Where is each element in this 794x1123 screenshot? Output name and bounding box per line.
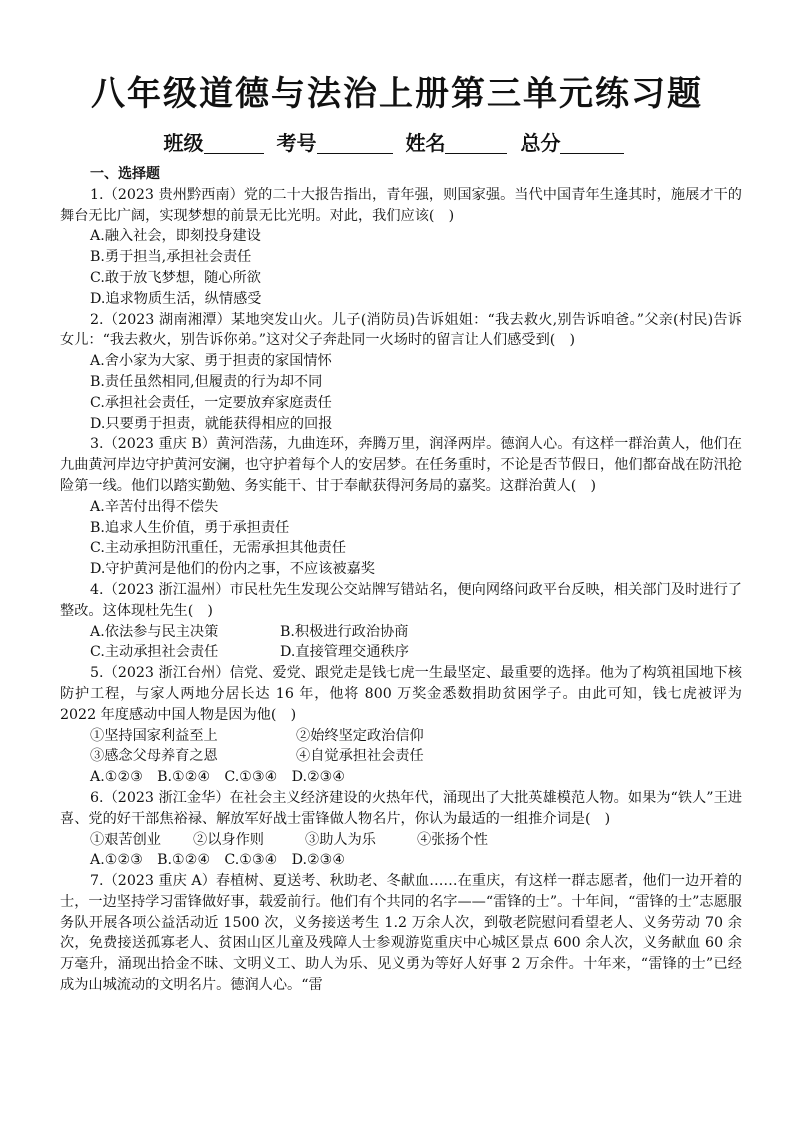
question-stem: 2.（2023 湖南湘潭）某地突发山火。儿子(消防员)告诉姐姐：“我去救火,别告诉咱爸。”父亲(村民)告诉女儿：“我去救火，别告诉你弟。”这对父子奔赴同一火场时的留言让人们感受到( )	[60, 311, 742, 349]
statement-3: ③感念父母养育之恩	[90, 748, 218, 765]
statement-row	[60, 746, 742, 767]
option-a: A.辛苦付出得不偿失	[90, 498, 219, 515]
option-b: B.追求人生价值，勇于承担责任	[90, 519, 290, 536]
name-field	[405, 128, 507, 158]
question-stem: 4.（2023 浙江温州）市民杜先生发现公交站牌写错站名，便向网络问政平台反映，相关部门及时进行了整改。这体现杜先生( )	[60, 581, 742, 619]
question-stem: 6.（2023 浙江金华）在社会主义经济建设的火热年代，涌现出了大批英雄模范人物。如果为“铁人”王进喜、党的好干部焦裕禄、解放军好战士雷锋做人物名片，你认为最适的一组推介词是( )	[60, 789, 742, 827]
number-label: 考号	[276, 131, 317, 155]
statement-1: ①坚持国家利益至上	[90, 727, 218, 744]
statement-1: ①艰苦创业	[90, 831, 161, 848]
option-d: D.追求物质生活，纵情感受	[90, 290, 262, 307]
statement-2: ②以身作则	[193, 831, 264, 848]
question-stem: 5.（2023 浙江台州）信党、爱党、跟党走是钱七虎一生最坚定、最重要的选择。他为了构筑祖国地下核防护工程，与家人两地分居长达 16 年，他将 800 万奖金悉数捐助贫困学子。由此可知，钱七虎被评为 2022 年度感动中国人物是因为他( )	[60, 665, 742, 723]
score-field	[520, 128, 624, 158]
option-d: D.直接管理交通秩序	[280, 644, 409, 661]
option-c: C.敢于放飞梦想，随心所欲	[90, 269, 261, 286]
option-c: C.主动承担社会责任	[90, 644, 219, 661]
option-row	[60, 642, 742, 663]
student-info-line	[0, 128, 794, 158]
question-content	[60, 164, 742, 996]
number-blank	[317, 131, 393, 154]
option-b: B.积极进行政治协商	[280, 623, 409, 640]
statement-4: ④自觉承担社会责任	[296, 748, 424, 765]
statement-row	[60, 830, 742, 851]
name-blank	[445, 131, 507, 154]
statement-4: ④张扬个性	[417, 831, 488, 848]
class-label: 班级	[163, 131, 204, 155]
statement-3: ③助人为乐	[305, 831, 376, 848]
option-a: A.依法参与民主决策	[90, 623, 219, 640]
document-title: 八年级道德与法治上册第三单元练习题	[91, 74, 703, 114]
question-stem: 7.（2023 重庆 A）春植树、夏送考、秋助老、冬献血……在重庆，有这样一群志愿者，他们一边开着的士，一边坚持学习雷锋做好事，载爱前行。他们有个共同的名字——“雷锋的士”。十年间，“雷锋的士”志愿服务队开展各项公益活动近 1500 次，义务接送考生 1.2 万余人次，到敬老院慰问看望老人、义务劳动 70 余次，免费接送孤寡老人、贫困山区儿童及残障人士参观游览重庆中心城区景点 600 余人次，义务献血 60 余万毫升，涌现出拾金不昧、文明义工、助人为乐、见义勇为等好人好事 2 万余件。十年来，“雷锋的士”已经成为山城流动的文明名片。德润人心。“雷	[60, 873, 742, 994]
option-a: A.舍小家为大家、勇于担责的家国情怀	[90, 353, 332, 370]
answer-choices: A.①②③ B.①②④ C.①③④ D.②③④	[90, 852, 346, 869]
class-field	[164, 128, 264, 158]
option-row	[60, 622, 742, 643]
option-c: C.主动承担防汛重任，无需承担其他责任	[90, 540, 347, 557]
score-blank	[560, 131, 624, 154]
option-b: B.责任虽然相同,但履责的行为却不同	[90, 373, 323, 390]
answer-choices: A.①②③ B.①②④ C.①③④ D.②③④	[90, 769, 346, 786]
question-stem: 1.（2023 贵州黔西南）党的二十大报告指出，青年强，则国家强。当代中国青年生逢其时，施展才干的舞台无比广阔，实现梦想的前景无比光明。对此，我们应该( )	[60, 186, 742, 224]
section-heading: 一、选择题	[90, 166, 160, 182]
option-d: D.守护黄河是他们的份内之事，不应该被嘉奖	[90, 561, 375, 578]
name-label: 姓名	[405, 131, 446, 155]
number-field	[277, 128, 393, 158]
option-c: C.承担社会责任，一定要放弃家庭责任	[90, 394, 332, 411]
question-stem: 3.（2023 重庆 B）黄河浩荡，九曲连环，奔腾万里，润泽两岸。德润人心。有这样一群治黄人，他们在九曲黄河岸边守护黄河安澜，也守护着每个人的安居梦。在任务重时，不论是否节假日，他们都奋战在防汛抢险第一线。他们以踏实勤勉、务实能干、甘于奉献获得河务局的嘉奖。这群治黄人( )	[60, 436, 742, 494]
statement-2: ②始终坚定政治信仰	[296, 727, 424, 744]
class-blank	[204, 131, 264, 154]
option-a: A.融入社会，即刻投身建设	[90, 228, 261, 245]
score-label: 总分	[520, 131, 561, 155]
option-b: B.勇于担当,承担社会责任	[90, 249, 252, 266]
statement-row	[60, 726, 742, 747]
option-d: D.只要勇于担责，就能获得相应的回报	[90, 415, 333, 432]
